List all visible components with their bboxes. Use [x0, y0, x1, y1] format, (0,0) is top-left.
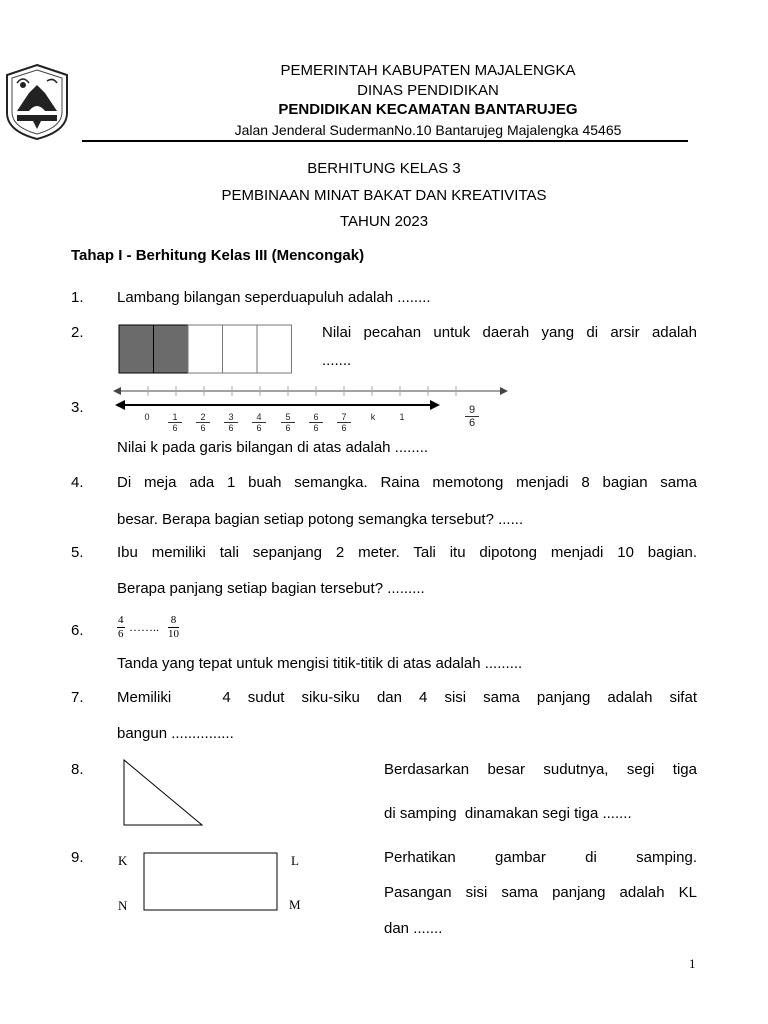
- q7-text-line-2: bangun ...............: [117, 725, 234, 742]
- q4-number: 4.: [71, 474, 84, 491]
- q4-text-line-1: Di meja ada 1 buah semangka. Raina memotong menjadi 8 bagian sama: [117, 474, 697, 491]
- title-line-2: PEMBINAAN MINAT BAKAT DAN KREATIVITAS: [221, 187, 547, 204]
- regency-logo: [3, 63, 71, 141]
- header-address: Jalan Jenderal SudermanNo.10 Bantarujeg Majalengka 45465: [234, 122, 622, 138]
- tick-k: k: [370, 412, 376, 422]
- q9-text-line-2: Pasangan sisi sama panjang adalah KL: [384, 884, 697, 901]
- tick-1-whole: 1: [399, 412, 405, 422]
- tick-1: 1 6: [168, 412, 182, 433]
- tick-4: 4 6: [252, 412, 266, 433]
- q9-label-m: M: [289, 897, 301, 912]
- header-line-3: PENDIDIKAN KECAMATAN BANTARUJEG: [278, 101, 578, 118]
- q2-number: 2.: [71, 324, 84, 341]
- q9-label-k: K: [118, 853, 128, 868]
- page-number: 1: [689, 956, 696, 971]
- tick-5: 5 6: [281, 412, 295, 433]
- q3-number: 3.: [71, 399, 84, 416]
- title-line-3: TAHUN 2023: [339, 213, 429, 230]
- q5-text-line-1: Ibu memiliki tali sepanjang 2 meter. Tali itu dipotong menjadi 10 bagian.: [117, 544, 697, 561]
- q9-number: 9.: [71, 849, 84, 866]
- q2-text-line-2: .......: [322, 352, 352, 369]
- q6-text: Tanda yang tepat untuk mengisi titik-titik di atas adalah .........: [117, 655, 523, 672]
- q9-label-n: N: [118, 898, 128, 913]
- q7-text-line-1: Memiliki 4 sudut siku-siku dan 4 sisi sama panjang adalah sifat: [117, 689, 697, 706]
- title-line-1: BERHITUNG KELAS 3: [307, 160, 461, 177]
- q3-text: Nilai k pada garis bilangan di atas adalah ........: [117, 439, 429, 456]
- q6-fraction-left: $\frac{4}{6}$: [118, 614, 124, 640]
- tick-0: 0: [144, 412, 150, 422]
- tick-3: 3 6: [224, 412, 238, 433]
- q7-number: 7.: [71, 689, 84, 706]
- q2-text-line-1: Nilai pecahan untuk daerah yang di arsir adalah: [322, 324, 697, 341]
- q1-text: Lambang bilangan seperduapuluh adalah ........: [117, 289, 431, 306]
- q4-text-line-2: besar. Berapa bagian setiap potong semangka tersebut? ......: [117, 511, 524, 528]
- q5-number: 5.: [71, 544, 84, 561]
- q9-text-line-3: dan .......: [384, 920, 443, 937]
- q6-dots: ……..: [129, 620, 159, 634]
- tick-end: 9 6: [465, 404, 479, 429]
- tick-6: 6 6: [309, 412, 323, 433]
- q8-right-triangle: [122, 758, 206, 828]
- q8-text-line-1: Berdasarkan besar sudutnya, segi tiga: [384, 761, 697, 778]
- header-line-1: PEMERINTAH KABUPATEN MAJALENGKA: [280, 62, 576, 79]
- q9-text-line-1: Perhatikan gambar di samping.: [384, 849, 697, 866]
- tick-2: 2 6: [196, 412, 210, 433]
- q8-text-line-2: di samping dinamakan segi tiga .......: [384, 805, 632, 822]
- q2-shaded-bar: [118, 324, 293, 374]
- section-heading: Tahap I - Berhitung Kelas III (Mencongak): [71, 247, 365, 264]
- q5-text-line-2: Berapa panjang setiap bagian tersebut? .........: [117, 580, 425, 597]
- q8-number: 8.: [71, 761, 84, 778]
- q1-number: 1.: [71, 289, 84, 306]
- q9-label-l: L: [291, 853, 299, 868]
- q6-fraction-right: $\frac{8}{10}$: [168, 614, 179, 640]
- q9-rectangle: [143, 852, 279, 912]
- tick-7: 7 6: [337, 412, 351, 433]
- header-divider: [82, 140, 688, 142]
- header-line-2: DINAS PENDIDIKAN: [357, 82, 499, 99]
- q6-number: 6.: [71, 622, 84, 639]
